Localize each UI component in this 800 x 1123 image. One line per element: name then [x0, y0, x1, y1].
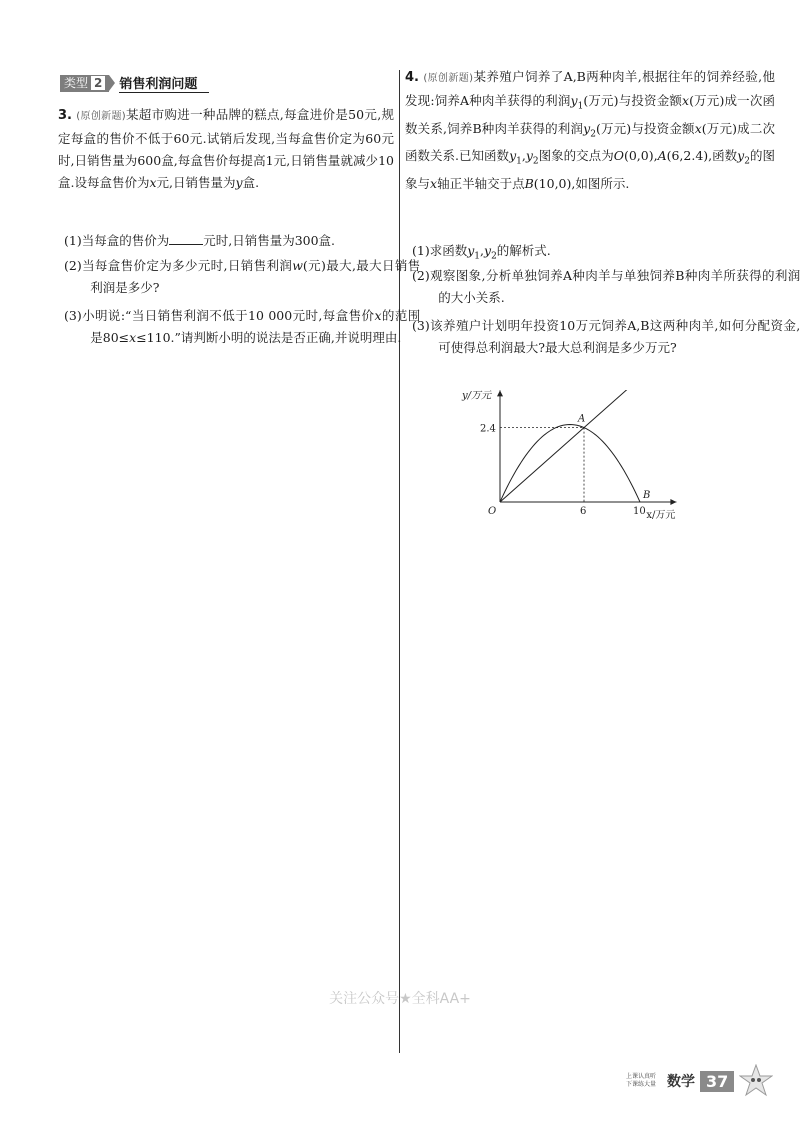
- q4-var-y: y: [509, 148, 517, 163]
- page-footer: [620, 1064, 773, 1098]
- x-axis-arrow-icon: [670, 499, 676, 505]
- footer-slogan: [620, 1073, 662, 1089]
- q4-sub: 2: [532, 156, 539, 167]
- question-3-part-2: [64, 255, 420, 299]
- q4-point-a: A: [657, 148, 667, 163]
- q4-text: (0,0),: [623, 148, 658, 163]
- q4-text: 轴正半轴交于点: [437, 175, 525, 191]
- q4-text: (万元)与投资金额: [583, 93, 683, 108]
- y-axis-arrow-icon: [497, 390, 503, 396]
- slogan-line-2: 下课练大量: [625, 1081, 656, 1088]
- function-graph: [452, 390, 700, 520]
- question-4-tag: (原创新题): [423, 73, 474, 84]
- q4-text: (万元)成二次函数关系.已知函数: [405, 120, 775, 163]
- y-axis-label: y/万元: [462, 390, 492, 402]
- q4-text: ,: [521, 148, 526, 163]
- question-4-part-3: (3)该养殖户计划明年投资10万元饲养A,B这两种肉羊,如何分配资金,可使得总利润最大?最大总利润是多少万元?: [412, 318, 800, 355]
- q3-p3-text-b: 的范围是80≤: [90, 308, 421, 345]
- q4-var-x: x: [430, 175, 438, 191]
- question-4-part-1: [412, 240, 774, 268]
- q3-p3-text-c: ≤110.”请判断小明的说法是否正确,并说明理由.: [136, 330, 402, 345]
- type-tag: [60, 75, 109, 92]
- q4-sub: 1: [516, 156, 522, 167]
- q4-var-y: y: [737, 148, 745, 163]
- q3-var-y: y: [235, 175, 243, 190]
- q4-text: (万元)成一次函数关系,饲养B种肉羊获得的利润: [405, 93, 775, 136]
- series-y1-line: [500, 390, 661, 502]
- q4-text: 图象的交点为: [538, 148, 614, 163]
- q4-p1-y: y: [467, 243, 475, 258]
- q3-p2-text-b: (元)最大,最大日销售利润是多少?: [90, 258, 421, 295]
- question-3-number: 3.: [58, 108, 72, 123]
- q4-var-y: y: [583, 120, 591, 136]
- q3-p2-var: w: [292, 258, 303, 273]
- q4-text: (10,0),如图所示.: [533, 175, 630, 191]
- type-number: 2: [91, 76, 105, 90]
- x-tick-label-10: 10: [633, 506, 646, 517]
- answer-blank[interactable]: [169, 232, 203, 245]
- series-y2-curve: [500, 425, 640, 503]
- q4-point-b: B: [524, 175, 534, 191]
- q3-text-3: 盒.: [242, 175, 260, 190]
- question-3-part-1: [64, 230, 394, 252]
- page-number: 37: [700, 1071, 734, 1092]
- x-tick-label-6: 6: [580, 506, 587, 517]
- q3-text-1: 某超市购进一种品牌的糕点,每盒进价是50元,规定每盒的售价不低于60元.试销后发现,当每盒售价定为60元时,日销售量为600盒,每盒售价每提高1元,日销售量就减少10盒.设每盒售价为: [58, 107, 394, 190]
- q3-p3-text-a: (3)小明说:“当日销售利润不低于10 000元时,每盒售价: [64, 308, 375, 323]
- question-3-stem: [58, 104, 394, 194]
- mascot-star-icon: [739, 1064, 773, 1098]
- q4-p1-y2: y: [484, 243, 492, 258]
- q4-var-x: x: [694, 120, 702, 136]
- question-4-part-2: (2)观察图象,分析单独饲养A种肉羊与单独饲养B种肉羊所获得的利润的大小关系.: [412, 268, 800, 305]
- q3-var-x: x: [149, 175, 157, 190]
- q4-point-o: O: [613, 148, 624, 163]
- point-b-label: B: [643, 490, 651, 501]
- q4-var-y: y: [525, 148, 533, 163]
- q4-sub: 1: [577, 101, 584, 112]
- question-3-part-3: [64, 305, 420, 349]
- section-header: [60, 73, 209, 93]
- slogan-line-1: 上课认真听: [625, 1073, 656, 1080]
- q3-p1-text-b: 元时,日销售量为300盒.: [203, 233, 336, 248]
- q3-p3-var2: x: [129, 330, 137, 345]
- y-tick-label-2.4: 2.4: [480, 423, 496, 435]
- question-4-stem: [405, 66, 775, 195]
- q4-text: 的图象与: [405, 148, 775, 191]
- q4-text: (万元)与投资金额: [595, 120, 695, 136]
- question-3-tag: (原创新题): [76, 111, 126, 122]
- type-arrow-icon: [109, 75, 115, 91]
- watermark: 关注公众号★全科AA+: [329, 991, 471, 1007]
- q4-p1-text-b: 的解析式.: [496, 243, 551, 258]
- q3-p1-text-a: (1)当每盒的售价为: [64, 233, 170, 248]
- column-divider: [399, 70, 400, 1053]
- subject-label: 数学: [667, 1074, 695, 1090]
- x-axis-label: x/万元: [646, 510, 676, 520]
- question-4-number: 4.: [405, 70, 419, 85]
- q4-var-y: y: [570, 93, 578, 108]
- q4-sub: 2: [744, 156, 750, 167]
- point-a-label: A: [578, 413, 586, 425]
- q4-p1-sub1: 1: [474, 251, 481, 262]
- type-label: 类型: [64, 75, 89, 90]
- q4-p1-sub2: 2: [491, 251, 497, 262]
- origin-label: O: [488, 506, 497, 517]
- q3-text-2: 元,日销售量为: [156, 175, 236, 190]
- q4-p1-comma: ,: [480, 243, 484, 258]
- q4-p1-text-a: (1)求函数: [412, 243, 468, 258]
- type-title: 销售利润问题: [119, 73, 209, 93]
- q4-text: 某养殖户饲养了A,B两种肉羊,根据往年的饲养经验,他发现:饲养A种肉羊获得的利润: [405, 69, 775, 108]
- q3-p3-var: x: [374, 308, 382, 323]
- q4-var-x: x: [682, 93, 690, 108]
- q4-sub: 2: [590, 129, 596, 139]
- q3-p2-text-a: (2)当每盒售价定为多少元时,日销售利润: [64, 258, 293, 273]
- q4-text: (6,2.4),函数: [666, 148, 738, 163]
